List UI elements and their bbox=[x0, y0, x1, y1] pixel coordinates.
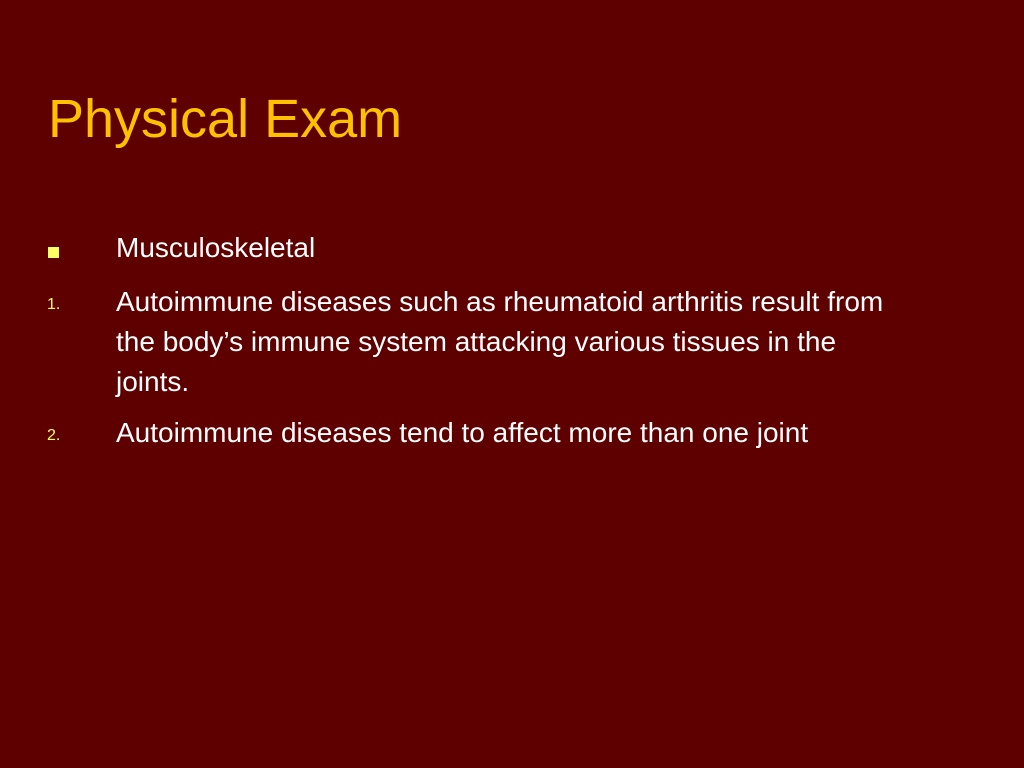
square-bullet-icon bbox=[48, 247, 59, 258]
list-number: 1. bbox=[47, 296, 61, 313]
list-item-text: Autoimmune diseases such as rheumatoid arthritis result from the body’s immune system attacking various tissues in the joints. bbox=[116, 286, 884, 397]
slide-title: Physical Exam bbox=[48, 89, 403, 149]
list-number: 2. bbox=[47, 427, 61, 444]
list-item-text: Autoimmune diseases tend to affect more than one joint bbox=[116, 417, 809, 448]
bullet-text: Musculoskeletal bbox=[116, 232, 316, 263]
